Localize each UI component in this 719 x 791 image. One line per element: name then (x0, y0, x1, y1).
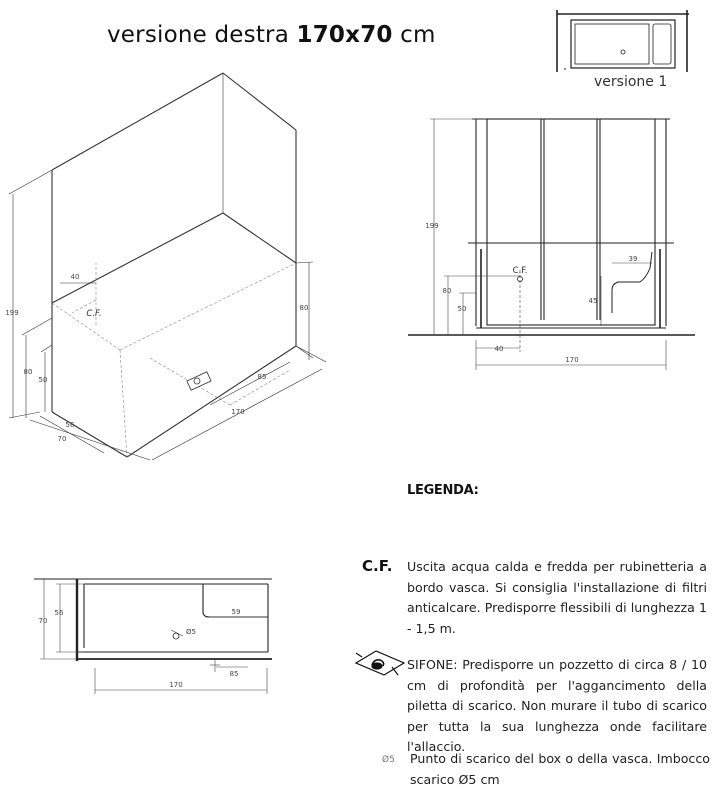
legend-d5-key: Ø5 (382, 755, 395, 765)
title-dim-a: 170 (296, 22, 346, 48)
iso-dim-40: 40 (70, 273, 80, 281)
version-label: versione 1 (594, 74, 668, 90)
plan-dim-56: 56 (54, 609, 64, 617)
iso-cf-label: C.F. (86, 309, 102, 319)
title-suffix: cm (392, 22, 436, 48)
iso-dim-80a: 80 (23, 368, 33, 376)
front-dim-50: 50 (457, 305, 467, 313)
legend-d5-text: Punto di scarico del box o della vasca. Imbocco scarico Ø5 cm (410, 751, 710, 787)
legend-sifone-text: SIFONE: Predisporre un pozzetto di circa 8 / 10 cm di profondità per l'aggancimento della piletta di scarico. Non murare il tubo di scarico per tutta la sua lunghezza onde facilitare l'allaccio. (407, 657, 707, 754)
front-dim-170: 170 (565, 356, 579, 364)
front-elevation (400, 100, 700, 380)
title-prefix: versione destra (107, 22, 297, 48)
title-sep: x (345, 22, 361, 48)
iso-dim-199: 199 (5, 309, 19, 317)
iso-dim-70: 70 (57, 435, 67, 443)
plan-dim-170: 170 (169, 681, 183, 689)
isometric-drawing (0, 60, 350, 470)
legend-cf-text: Uscita acqua calda e fredda per rubinetteria a bordo vasca. Si consiglia l'installazione di filtri anticalcare. Predisporre flessibili di lunghezza 1 - 1,5 m. (407, 559, 707, 636)
iso-dim-56: 56 (65, 421, 75, 429)
title-dim-b: 70 (360, 22, 393, 48)
front-dim-45: 45 (588, 297, 598, 305)
front-dim-80: 80 (442, 287, 452, 295)
page-title (107, 22, 436, 48)
iso-dim-80b: 80 (299, 304, 309, 312)
plan-dim-70: 70 (38, 617, 48, 625)
front-dim-199: 199 (425, 222, 439, 230)
front-dim-40: 40 (494, 345, 504, 353)
legend-cf-key: C.F. (362, 557, 393, 575)
iso-dim-85: 85 (257, 373, 267, 381)
iso-dim-170: 170 (231, 408, 245, 416)
plan-dim-59: 59 (231, 608, 241, 616)
siphon-icon (352, 645, 408, 681)
legend-heading: LEGENDA: (407, 483, 479, 498)
plan-dim-85: 85 (229, 670, 239, 678)
front-cf-label: C.F. (512, 266, 528, 276)
front-dim-39: 39 (628, 255, 638, 263)
plan-view (30, 565, 290, 705)
version-thumbnail (555, 8, 695, 74)
plan-dim-d5: Ø5 (186, 628, 196, 636)
iso-dim-50: 50 (38, 376, 48, 384)
